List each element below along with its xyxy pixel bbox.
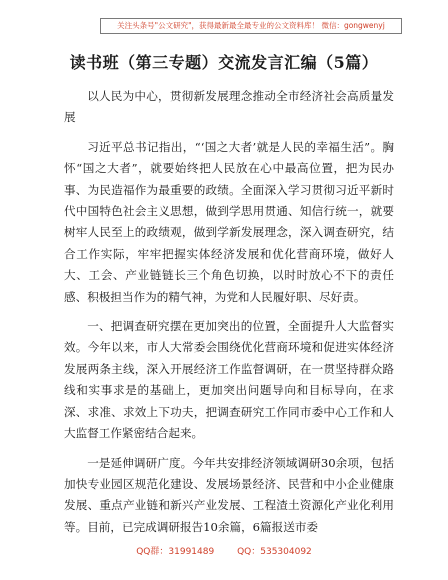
- header-banner: 关注头条号"公文研究"，获得最新最全最专业的公文资料库！ 微信：gongwenyj: [100, 18, 402, 34]
- document-subtitle: 以人民为中心，贯彻新发展理念推动全市经济社会高质量发展: [64, 89, 394, 125]
- paragraph: 习近平总书记指出，“‘国之大者’就是人民的幸福生活”。胸怀“国之大者”，就要始终把人民放在心中最高位置，把为民办事、为民造福作为最重要的政绩。全面深入学习贯彻习近平新时代中国特色社会主义思想，做到学思用贯通、知信行统一，就要树牢人民至上的政绩观，做到学新发展理念，深入调查研究，结合工作实际，牢牢把握实体经济发展和优化营商环境，做好人大、工会、产业链链长三个角色切换，以时时放心不下的责任感、积极担当作为的精气神，为党和人民履好职、尽好责。: [64, 139, 394, 304]
- document-title: 读书班（第三专题）交流发言汇编（5篇）: [69, 53, 379, 72]
- footer-contact: [0, 544, 448, 557]
- qq-group-text: QQ群：31991489: [136, 547, 215, 557]
- qq-text: QQ：535304092: [237, 547, 312, 557]
- paragraph: 一、把调查研究摆在更加突出的位置，全面提升人大监督实效。今年以来，市人大常委会围绕优化营商环境和促进实体经济发展两条主线，深入开展经济工作监督调研，在一贯坚持群众路线和实事求是的基础上，更加突出问题导向和目标导向，在求深、求准、求效上下功夫，把调查研究工作同市委中心工作和人大监督工作紧密结合起来。: [64, 319, 394, 441]
- document-body: [64, 86, 394, 546]
- paragraph: 一是延伸调研广度。今年共安排经济领域调研30余项，包括加快专业园区规范化建设、发展场景经济、民营和中小企业健康发展、重点产业链和新兴产业发展、工程渣土资源化产业化利用等。目前，已完成调研报告10余篇，6篇报送市委: [64, 455, 394, 534]
